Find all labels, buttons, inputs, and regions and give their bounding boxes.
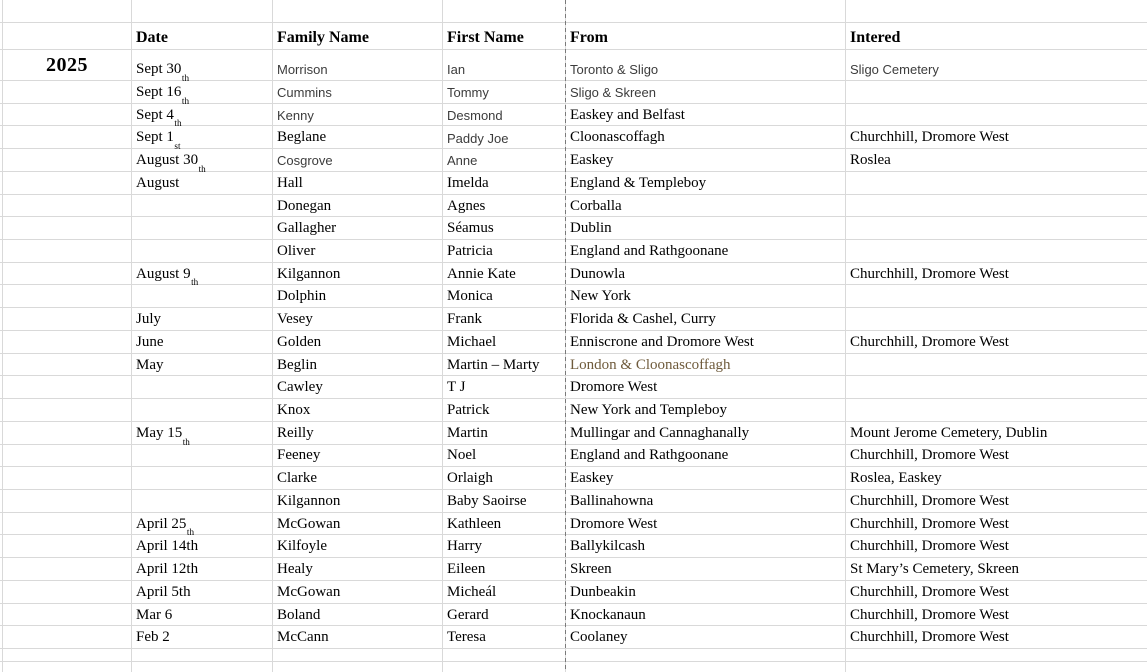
cell-from[interactable]: England & Templeboy xyxy=(566,172,846,195)
cell-year[interactable] xyxy=(3,195,132,218)
cell-intered[interactable]: Churchhill, Dromore West xyxy=(846,126,1147,149)
cell-first[interactable]: Orlaigh xyxy=(443,467,566,490)
table-row xyxy=(0,513,1147,536)
date-text: April 12th xyxy=(136,561,199,578)
cell-intered[interactable] xyxy=(846,172,1147,195)
cell-intered[interactable]: Churchhill, Dromore West xyxy=(846,513,1147,536)
cell-date[interactable]: Sept 1 st xyxy=(132,126,273,149)
table-row xyxy=(0,581,1147,604)
cell-empty[interactable] xyxy=(443,649,566,662)
column-header-first[interactable]: First Name xyxy=(443,23,566,50)
cell-first[interactable]: Monica xyxy=(443,285,566,308)
cell-first[interactable]: Tommy xyxy=(443,81,566,104)
cell-empty[interactable] xyxy=(3,649,132,662)
cell-from[interactable]: Coolaney xyxy=(566,626,846,649)
cell-intered[interactable]: Churchhill, Dromore West xyxy=(846,445,1147,468)
cell-from[interactable]: Dublin xyxy=(566,217,846,240)
cell-family[interactable]: Reilly xyxy=(273,422,443,445)
cell-from[interactable]: New York and Templeboy xyxy=(566,399,846,422)
cell-family[interactable]: McCann xyxy=(273,626,443,649)
cell-empty[interactable] xyxy=(566,649,846,662)
cell-year[interactable] xyxy=(3,104,132,127)
cell-intered[interactable] xyxy=(846,104,1147,127)
cell-family[interactable]: Morrison xyxy=(273,50,443,81)
cell-intered[interactable] xyxy=(846,240,1147,263)
cell-first[interactable]: Teresa xyxy=(443,626,566,649)
cell-date[interactable] xyxy=(132,376,273,399)
cell-intered[interactable]: Mount Jerome Cemetery, Dublin xyxy=(846,422,1147,445)
cell-date[interactable] xyxy=(132,558,273,581)
cell-date[interactable] xyxy=(132,490,273,513)
cell-first[interactable]: Frank xyxy=(443,308,566,331)
cell-empty[interactable] xyxy=(846,662,1147,672)
cell-first[interactable]: Gerard xyxy=(443,604,566,627)
cell-family[interactable]: McGowan xyxy=(273,513,443,536)
cell-from[interactable]: Enniscrone and Dromore West xyxy=(566,331,846,354)
table-row xyxy=(0,308,1147,331)
cell-first[interactable]: Eileen xyxy=(443,558,566,581)
cell-first[interactable]: Kathleen xyxy=(443,513,566,536)
table-row xyxy=(0,558,1147,581)
cell-first[interactable]: Harry xyxy=(443,535,566,558)
cell-family[interactable]: Kenny xyxy=(273,104,443,127)
empty-row xyxy=(0,0,1147,23)
table-row xyxy=(0,399,1147,422)
cell-date[interactable] xyxy=(132,217,273,240)
cell-family[interactable]: Kilgannon xyxy=(273,263,443,286)
cell-year[interactable] xyxy=(3,467,132,490)
cell-year[interactable] xyxy=(3,422,132,445)
cell-year[interactable] xyxy=(3,490,132,513)
cell-intered[interactable] xyxy=(846,354,1147,377)
cell-from[interactable]: Knockanaun xyxy=(566,604,846,627)
cell-date[interactable] xyxy=(132,354,273,377)
cell-empty[interactable] xyxy=(846,0,1147,23)
date-text: Feb 2 xyxy=(136,629,170,646)
cell-date[interactable]: Sept 4 th xyxy=(132,104,273,127)
cell-date[interactable]: Sept 30 th xyxy=(132,50,273,81)
table-row xyxy=(0,354,1147,377)
date-text: August xyxy=(136,174,180,191)
cell-from[interactable]: Skreen xyxy=(566,558,846,581)
cell-intered[interactable]: St Mary’s Cemetery, Skreen xyxy=(846,558,1147,581)
date-text: Mar 6 xyxy=(136,606,173,623)
cell-from[interactable]: New York xyxy=(566,285,846,308)
cell-date[interactable] xyxy=(132,467,273,490)
cell-intered[interactable]: Roslea xyxy=(846,149,1147,172)
cell-family[interactable]: Boland xyxy=(273,604,443,627)
cell-year[interactable] xyxy=(3,376,132,399)
cell-intered[interactable]: Churchhill, Dromore West xyxy=(846,581,1147,604)
cell-intered[interactable]: Churchhill, Dromore West xyxy=(846,604,1147,627)
cell-date[interactable]: May 15 th xyxy=(132,422,273,445)
cell-first[interactable]: Paddy Joe xyxy=(443,126,566,149)
cell-empty[interactable] xyxy=(132,662,273,672)
cell-from[interactable]: Dunbeakin xyxy=(566,581,846,604)
cell-year[interactable] xyxy=(3,445,132,468)
cell-first[interactable]: Noel xyxy=(443,445,566,468)
table-row xyxy=(0,195,1147,218)
cell-date[interactable] xyxy=(132,399,273,422)
cell-year[interactable] xyxy=(3,126,132,149)
cell-from[interactable]: Sligo & Skreen xyxy=(566,81,846,104)
cell-intered[interactable]: Roslea, Easkey xyxy=(846,467,1147,490)
cell-first[interactable]: Martin xyxy=(443,422,566,445)
cell-first[interactable]: Imelda xyxy=(443,172,566,195)
cell-intered[interactable] xyxy=(846,376,1147,399)
cell-date[interactable]: Sept 16 th xyxy=(132,81,273,104)
cell-family[interactable]: Beglin xyxy=(273,354,443,377)
date-text: April 25 xyxy=(136,515,187,532)
cell-date[interactable] xyxy=(132,195,273,218)
cell-intered[interactable]: Churchhill, Dromore West xyxy=(846,263,1147,286)
cell-year[interactable] xyxy=(3,626,132,649)
cell-from[interactable]: Dromore West xyxy=(566,513,846,536)
cell-year[interactable] xyxy=(3,604,132,627)
date-text: June xyxy=(136,333,164,350)
table-row xyxy=(0,422,1147,445)
cell-from[interactable]: Mullingar and Cannaghanally xyxy=(566,422,846,445)
date-text: May 15 xyxy=(136,424,183,441)
cell-empty[interactable] xyxy=(132,0,273,23)
cell-family[interactable]: Healy xyxy=(273,558,443,581)
cell-family[interactable]: Kilfoyle xyxy=(273,535,443,558)
cell-from[interactable]: England and Rathgoonane xyxy=(566,445,846,468)
cell-from[interactable]: Easkey and Belfast xyxy=(566,104,846,127)
table-row xyxy=(0,285,1147,308)
cell-first[interactable]: Desmond xyxy=(443,104,566,127)
date-text: April 5th xyxy=(136,583,191,600)
cell-first[interactable]: Annie Kate xyxy=(443,263,566,286)
date-text: August 9 xyxy=(136,265,191,282)
cell-family[interactable]: Gallagher xyxy=(273,217,443,240)
cell-date[interactable] xyxy=(132,535,273,558)
column-header-date[interactable]: Date xyxy=(132,23,273,50)
cell-intered[interactable] xyxy=(846,217,1147,240)
cell-from[interactable]: London & Cloonascoffagh xyxy=(566,354,846,377)
cell-empty[interactable] xyxy=(846,649,1147,662)
table-row xyxy=(0,490,1147,513)
table-row xyxy=(0,535,1147,558)
cell-intered[interactable]: Churchhill, Dromore West xyxy=(846,535,1147,558)
cell-first[interactable]: Baby Saoirse xyxy=(443,490,566,513)
table-row xyxy=(0,445,1147,468)
cell-year[interactable] xyxy=(3,581,132,604)
cell-year[interactable] xyxy=(3,81,132,104)
cell-intered[interactable] xyxy=(846,308,1147,331)
cell-date[interactable] xyxy=(132,626,273,649)
cell-empty[interactable] xyxy=(273,0,443,23)
table-row xyxy=(0,604,1147,627)
date-text: Sept 4 xyxy=(136,106,174,123)
cell-first[interactable]: Agnes xyxy=(443,195,566,218)
cell-date[interactable] xyxy=(132,240,273,263)
table-row xyxy=(0,217,1147,240)
table-row xyxy=(0,467,1147,490)
cell-year[interactable] xyxy=(3,285,132,308)
cell-empty[interactable] xyxy=(566,0,846,23)
cell-date[interactable] xyxy=(132,581,273,604)
table-row xyxy=(0,263,1147,286)
cell-empty[interactable] xyxy=(132,649,273,662)
cell-first[interactable]: Patricia xyxy=(443,240,566,263)
cell-empty[interactable] xyxy=(3,662,132,672)
cell-intered[interactable]: Churchhill, Dromore West xyxy=(846,331,1147,354)
column-header-intered[interactable]: Intered xyxy=(846,23,1147,50)
cell-year[interactable] xyxy=(3,172,132,195)
header-row xyxy=(0,23,1147,50)
cell-family[interactable]: Feeney xyxy=(273,445,443,468)
cell-empty[interactable] xyxy=(443,662,566,672)
cell-date[interactable] xyxy=(132,285,273,308)
cell-intered[interactable] xyxy=(846,285,1147,308)
cell-year[interactable] xyxy=(3,149,132,172)
date-text: July xyxy=(136,311,162,328)
date-text: Sept 16 xyxy=(136,83,182,100)
cell-year[interactable] xyxy=(3,354,132,377)
table-row xyxy=(0,331,1147,354)
cell-from[interactable]: Dunowla xyxy=(566,263,846,286)
cell-from[interactable]: Easkey xyxy=(566,149,846,172)
date-text: April 14th xyxy=(136,538,199,555)
cell-family[interactable]: Kilgannon xyxy=(273,490,443,513)
cell-first[interactable]: Séamus xyxy=(443,217,566,240)
cell-first[interactable]: T J xyxy=(443,376,566,399)
cell-first[interactable]: Ian xyxy=(443,50,566,81)
cell-year[interactable] xyxy=(3,558,132,581)
cell-from[interactable]: Cloonascoffagh xyxy=(566,126,846,149)
cell-from[interactable]: Corballa xyxy=(566,195,846,218)
cell-empty[interactable] xyxy=(443,0,566,23)
cell-intered[interactable]: Sligo Cemetery xyxy=(846,50,1147,81)
cell-date[interactable] xyxy=(132,308,273,331)
cell-empty[interactable] xyxy=(273,649,443,662)
cell-family[interactable]: Cummins xyxy=(273,81,443,104)
cell-first[interactable]: Patrick xyxy=(443,399,566,422)
cell-date[interactable]: April 25 th xyxy=(132,513,273,536)
table-row xyxy=(0,50,1147,81)
date-text: Sept 1 xyxy=(136,129,174,146)
table-row xyxy=(0,104,1147,127)
cell-family[interactable]: Donegan xyxy=(273,195,443,218)
cell-year[interactable] xyxy=(3,513,132,536)
cell-year[interactable] xyxy=(3,308,132,331)
table-row xyxy=(0,240,1147,263)
cell-family[interactable]: Cosgrove xyxy=(273,149,443,172)
cell-family[interactable]: Clarke xyxy=(273,467,443,490)
cell-intered[interactable]: Churchhill, Dromore West xyxy=(846,626,1147,649)
cell-year[interactable]: 2025 xyxy=(3,50,132,81)
cell-date[interactable]: August 30 th xyxy=(132,149,273,172)
cell-family[interactable]: Oliver xyxy=(273,240,443,263)
column-header-from[interactable]: From xyxy=(566,23,846,50)
cell-intered[interactable] xyxy=(846,399,1147,422)
cell-first[interactable]: Anne xyxy=(443,149,566,172)
cell-year[interactable] xyxy=(3,263,132,286)
cell-intered[interactable] xyxy=(846,81,1147,104)
column-header-family[interactable]: Family Name xyxy=(273,23,443,50)
cell-empty[interactable] xyxy=(3,23,132,50)
cell-family[interactable]: McGowan xyxy=(273,581,443,604)
cell-year[interactable] xyxy=(3,399,132,422)
empty-row xyxy=(0,662,1147,672)
table-row xyxy=(0,149,1147,172)
cell-first[interactable]: Martin – Marty xyxy=(443,354,566,377)
cell-empty[interactable] xyxy=(566,662,846,672)
cell-from[interactable]: Easkey xyxy=(566,467,846,490)
cell-from[interactable]: Ballinahowna xyxy=(566,490,846,513)
cell-date[interactable] xyxy=(132,172,273,195)
table-row xyxy=(0,81,1147,104)
cell-from[interactable]: Florida & Cashel, Curry xyxy=(566,308,846,331)
cell-from[interactable]: Ballykilcash xyxy=(566,535,846,558)
cell-date[interactable] xyxy=(132,604,273,627)
cell-from[interactable]: England and Rathgoonane xyxy=(566,240,846,263)
cell-family[interactable]: Cawley xyxy=(273,376,443,399)
table-row xyxy=(0,626,1147,649)
cell-date[interactable]: August 9 th xyxy=(132,263,273,286)
empty-row xyxy=(0,649,1147,662)
cell-family[interactable]: Hall xyxy=(273,172,443,195)
cell-family[interactable]: Knox xyxy=(273,399,443,422)
cell-year[interactable] xyxy=(3,217,132,240)
cell-from[interactable]: Dromore West xyxy=(566,376,846,399)
table-row xyxy=(0,172,1147,195)
date-text: May xyxy=(136,356,164,373)
cell-date[interactable] xyxy=(132,331,273,354)
cell-year[interactable] xyxy=(3,240,132,263)
table-row xyxy=(0,126,1147,152)
cell-first[interactable]: Micheál xyxy=(443,581,566,604)
cell-family[interactable]: Vesey xyxy=(273,308,443,331)
date-text: Sept 30 xyxy=(136,61,182,78)
cell-empty[interactable] xyxy=(3,0,132,23)
cell-intered[interactable]: Churchhill, Dromore West xyxy=(846,490,1147,513)
cell-family[interactable]: Dolphin xyxy=(273,285,443,308)
table-row xyxy=(0,376,1147,399)
cell-empty[interactable] xyxy=(273,662,443,672)
cell-family[interactable]: Golden xyxy=(273,331,443,354)
cell-year[interactable] xyxy=(3,535,132,558)
cell-year[interactable] xyxy=(3,331,132,354)
date-text: August 30 xyxy=(136,152,199,169)
cell-date[interactable] xyxy=(132,445,273,468)
cell-family[interactable]: Beglane xyxy=(273,126,443,149)
cell-first[interactable]: Michael xyxy=(443,331,566,354)
cell-intered[interactable] xyxy=(846,195,1147,218)
cell-from[interactable]: Toronto & Sligo xyxy=(566,50,846,81)
